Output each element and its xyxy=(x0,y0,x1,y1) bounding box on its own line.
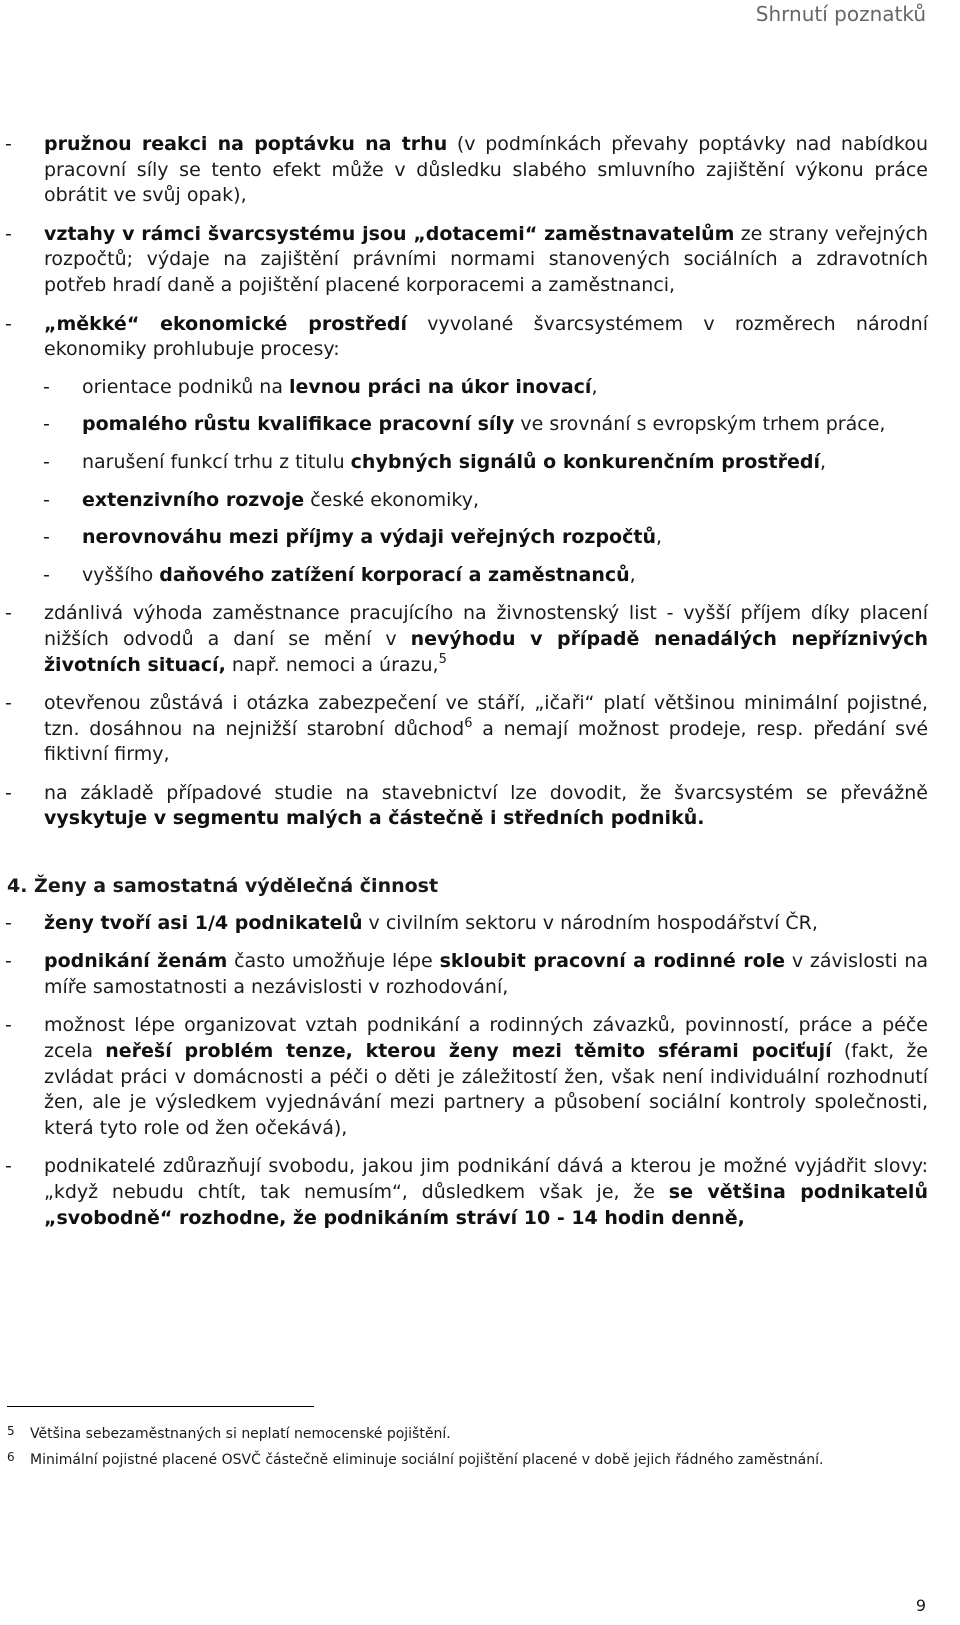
bullet-dash: - xyxy=(43,450,50,473)
footnote-number: 6 xyxy=(7,1450,15,1464)
text-run: , xyxy=(629,563,636,586)
emphasized-text: nerovnováhu mezi příjmy a výdaji veřejných rozpočtů xyxy=(82,526,656,549)
emphasized-text: skloubit pracovní a rodinné role xyxy=(439,950,786,973)
list-item xyxy=(5,1013,928,1141)
emphasized-text: se většina podnikatelů „svobodně“ rozhodne, že podnikáním stráví 10 - 14 hodin denně, xyxy=(44,1181,928,1229)
text-run: vyššího xyxy=(82,563,160,586)
text-run: v závislosti na míře samostatnosti a nezávislosti v rozhodování, xyxy=(44,950,929,998)
bullet-dash: - xyxy=(5,1014,12,1037)
text-run: zdánlivá výhoda zaměstnance pracujícího na živnostenský list - vyšší příjem díky placení nižších odvodů a daní se mění v xyxy=(44,602,928,650)
bullet-list-women xyxy=(0,911,960,1232)
emphasized-text: extenzivního rozvoje xyxy=(82,488,305,511)
footnote-text: Minimální pojistné placené OSVČ částečně eliminuje sociální pojištění placené v době jejich řádného zaměstnání. xyxy=(30,1452,824,1468)
bullet-dash: - xyxy=(5,911,12,934)
emphasized-text: pomalého růstu kvalifikace pracovní síly xyxy=(82,413,515,436)
list-item xyxy=(5,691,929,768)
footnote-separator xyxy=(7,1406,314,1407)
list-item xyxy=(5,781,928,832)
list-item xyxy=(5,222,928,299)
text-run: , xyxy=(655,526,663,549)
text-run: na základě případové studie na stavebnictví lze dovodit, že švarcsystém se převážně xyxy=(44,781,928,804)
text-run: narušení funkcí trhu z titulu xyxy=(82,450,351,473)
footnote-number: 5 xyxy=(7,1424,15,1438)
sub-list-item xyxy=(43,375,928,401)
text-run: podnikatelé zdůrazňují svobodu, jakou jim podnikání dává a kterou je možné vyjádřit slovy: „když nebudu chtít, tak nemusím“, důsledkem však je, že xyxy=(44,1155,928,1203)
text-run: a nemají možnost prodeje, resp. předání své fiktivní firmy, xyxy=(44,717,929,766)
text-run: orientace podniků na xyxy=(82,375,290,398)
emphasized-text: vztahy v rámci švarcsystému jsou „dotacemi“ zaměstnavatelům xyxy=(44,222,735,245)
bullet-dash: - xyxy=(5,692,12,715)
bullet-dash: - xyxy=(5,781,12,804)
text-run: české ekonomiky, xyxy=(304,488,479,511)
sub-list-item xyxy=(43,525,928,551)
text-run: ve srovnání s evropským trhem práce, xyxy=(514,413,886,436)
footnote-5 xyxy=(7,1424,928,1444)
text-run: vyvolané švarcsystémem v rozměrech národní ekonomiky prohlubuje procesy: xyxy=(44,312,928,361)
emphasized-text: chybných signálů o konkurenčním prostředí xyxy=(350,450,821,473)
running-header: Shrnutí poznatků xyxy=(755,2,926,26)
text-run: např. nemoci a úrazu, xyxy=(225,653,439,676)
text-run: otevřenou zůstává i otázka zabezpečení ve stáří, „ičaři“ platí většinou minimální pojistné, tzn. dosáhnou na nejnižší starobní důchod xyxy=(44,692,928,740)
emphasized-text: daňového zatížení korporací a zaměstnanců xyxy=(159,563,630,586)
emphasized-text: pružnou reakci na poptávku na trhu xyxy=(44,133,448,155)
emphasized-text: ženy tvoří asi 1/4 podnikatelů xyxy=(44,911,363,934)
bullet-dash: - xyxy=(43,375,50,398)
text-run: , xyxy=(591,375,598,398)
bullet-dash: - xyxy=(5,133,12,155)
emphasized-text: podnikání ženám xyxy=(44,950,228,973)
footnote-ref: 5 xyxy=(438,651,447,667)
footnote-ref: 6 xyxy=(464,715,473,731)
emphasized-text: levnou práci na úkor inovací xyxy=(289,375,592,398)
text-run: možnost lépe organizovat vztah podnikání a rodinných závazků, povinností, práce a péče zcela xyxy=(44,1014,928,1063)
text-run: , xyxy=(820,450,827,473)
text-run: ze strany veřejných rozpočtů; výdaje na zajištění právními normami stanovených sociálních a zdravotních potřeb hradí daně a pojištění placené korporacemi a zaměstnanci, xyxy=(44,222,928,296)
emphasized-text: vyskytuje v segmentu malých a částečně i středních podniků. xyxy=(44,807,705,830)
text-run: (v podmínkách převahy poptávky nad nabídkou pracovní síly se tento efekt může v důsledku slabého smluvního zajištění výkonu práce obrátit ve svůj opak), xyxy=(44,133,929,207)
list-item xyxy=(5,312,928,363)
text-run: (fakt, že zvládat práci v domácnosti a péči o děti je záležitostí žen, však není individuální rozhodnutí žen, ale je výsledkem vyjednávání mezi partnery a působení sociální kontroly společnosti, která tyto role od žen očekává), xyxy=(44,1040,928,1139)
sub-list-item xyxy=(43,450,928,476)
bullet-dash: - xyxy=(43,563,50,586)
list-item xyxy=(5,949,929,1000)
sub-list-item xyxy=(43,488,928,514)
bullet-dash: - xyxy=(5,312,12,335)
sub-list-item xyxy=(43,412,928,438)
bullet-dash: - xyxy=(5,1155,12,1178)
section-heading: 4. Ženy a samostatná výdělečná činnost xyxy=(7,875,439,898)
bullet-dash: - xyxy=(43,526,50,549)
footnote-6 xyxy=(7,1450,928,1470)
bullet-dash: - xyxy=(5,222,12,245)
bullet-dash: - xyxy=(43,413,50,436)
document-body xyxy=(0,132,960,1231)
bullet-list-summary xyxy=(0,132,960,832)
bullet-dash: - xyxy=(5,950,12,973)
bullet-dash: - xyxy=(5,602,12,625)
list-item xyxy=(5,601,928,678)
list-item xyxy=(5,132,929,209)
list-item xyxy=(5,911,928,937)
emphasized-text: nevýhodu v případě nenadálých nepříznivých životních situací, xyxy=(44,627,928,676)
emphasized-text: neřeší problém tenze, kterou ženy mezi těmito sférami pociťují xyxy=(105,1040,832,1063)
page-number: 9 xyxy=(915,1596,926,1615)
sub-list-item xyxy=(43,563,928,589)
footnote-text: Většina sebezaměstnaných si neplatí nemocenské pojištění. xyxy=(30,1426,451,1442)
bullet-dash: - xyxy=(43,488,50,511)
emphasized-text: „měkké“ ekonomické prostředí xyxy=(44,312,408,335)
text-run: v civilním sektoru v národním hospodářství ČR, xyxy=(362,911,818,934)
list-item xyxy=(5,1154,928,1231)
text-run: často umožňuje lépe xyxy=(227,950,440,973)
